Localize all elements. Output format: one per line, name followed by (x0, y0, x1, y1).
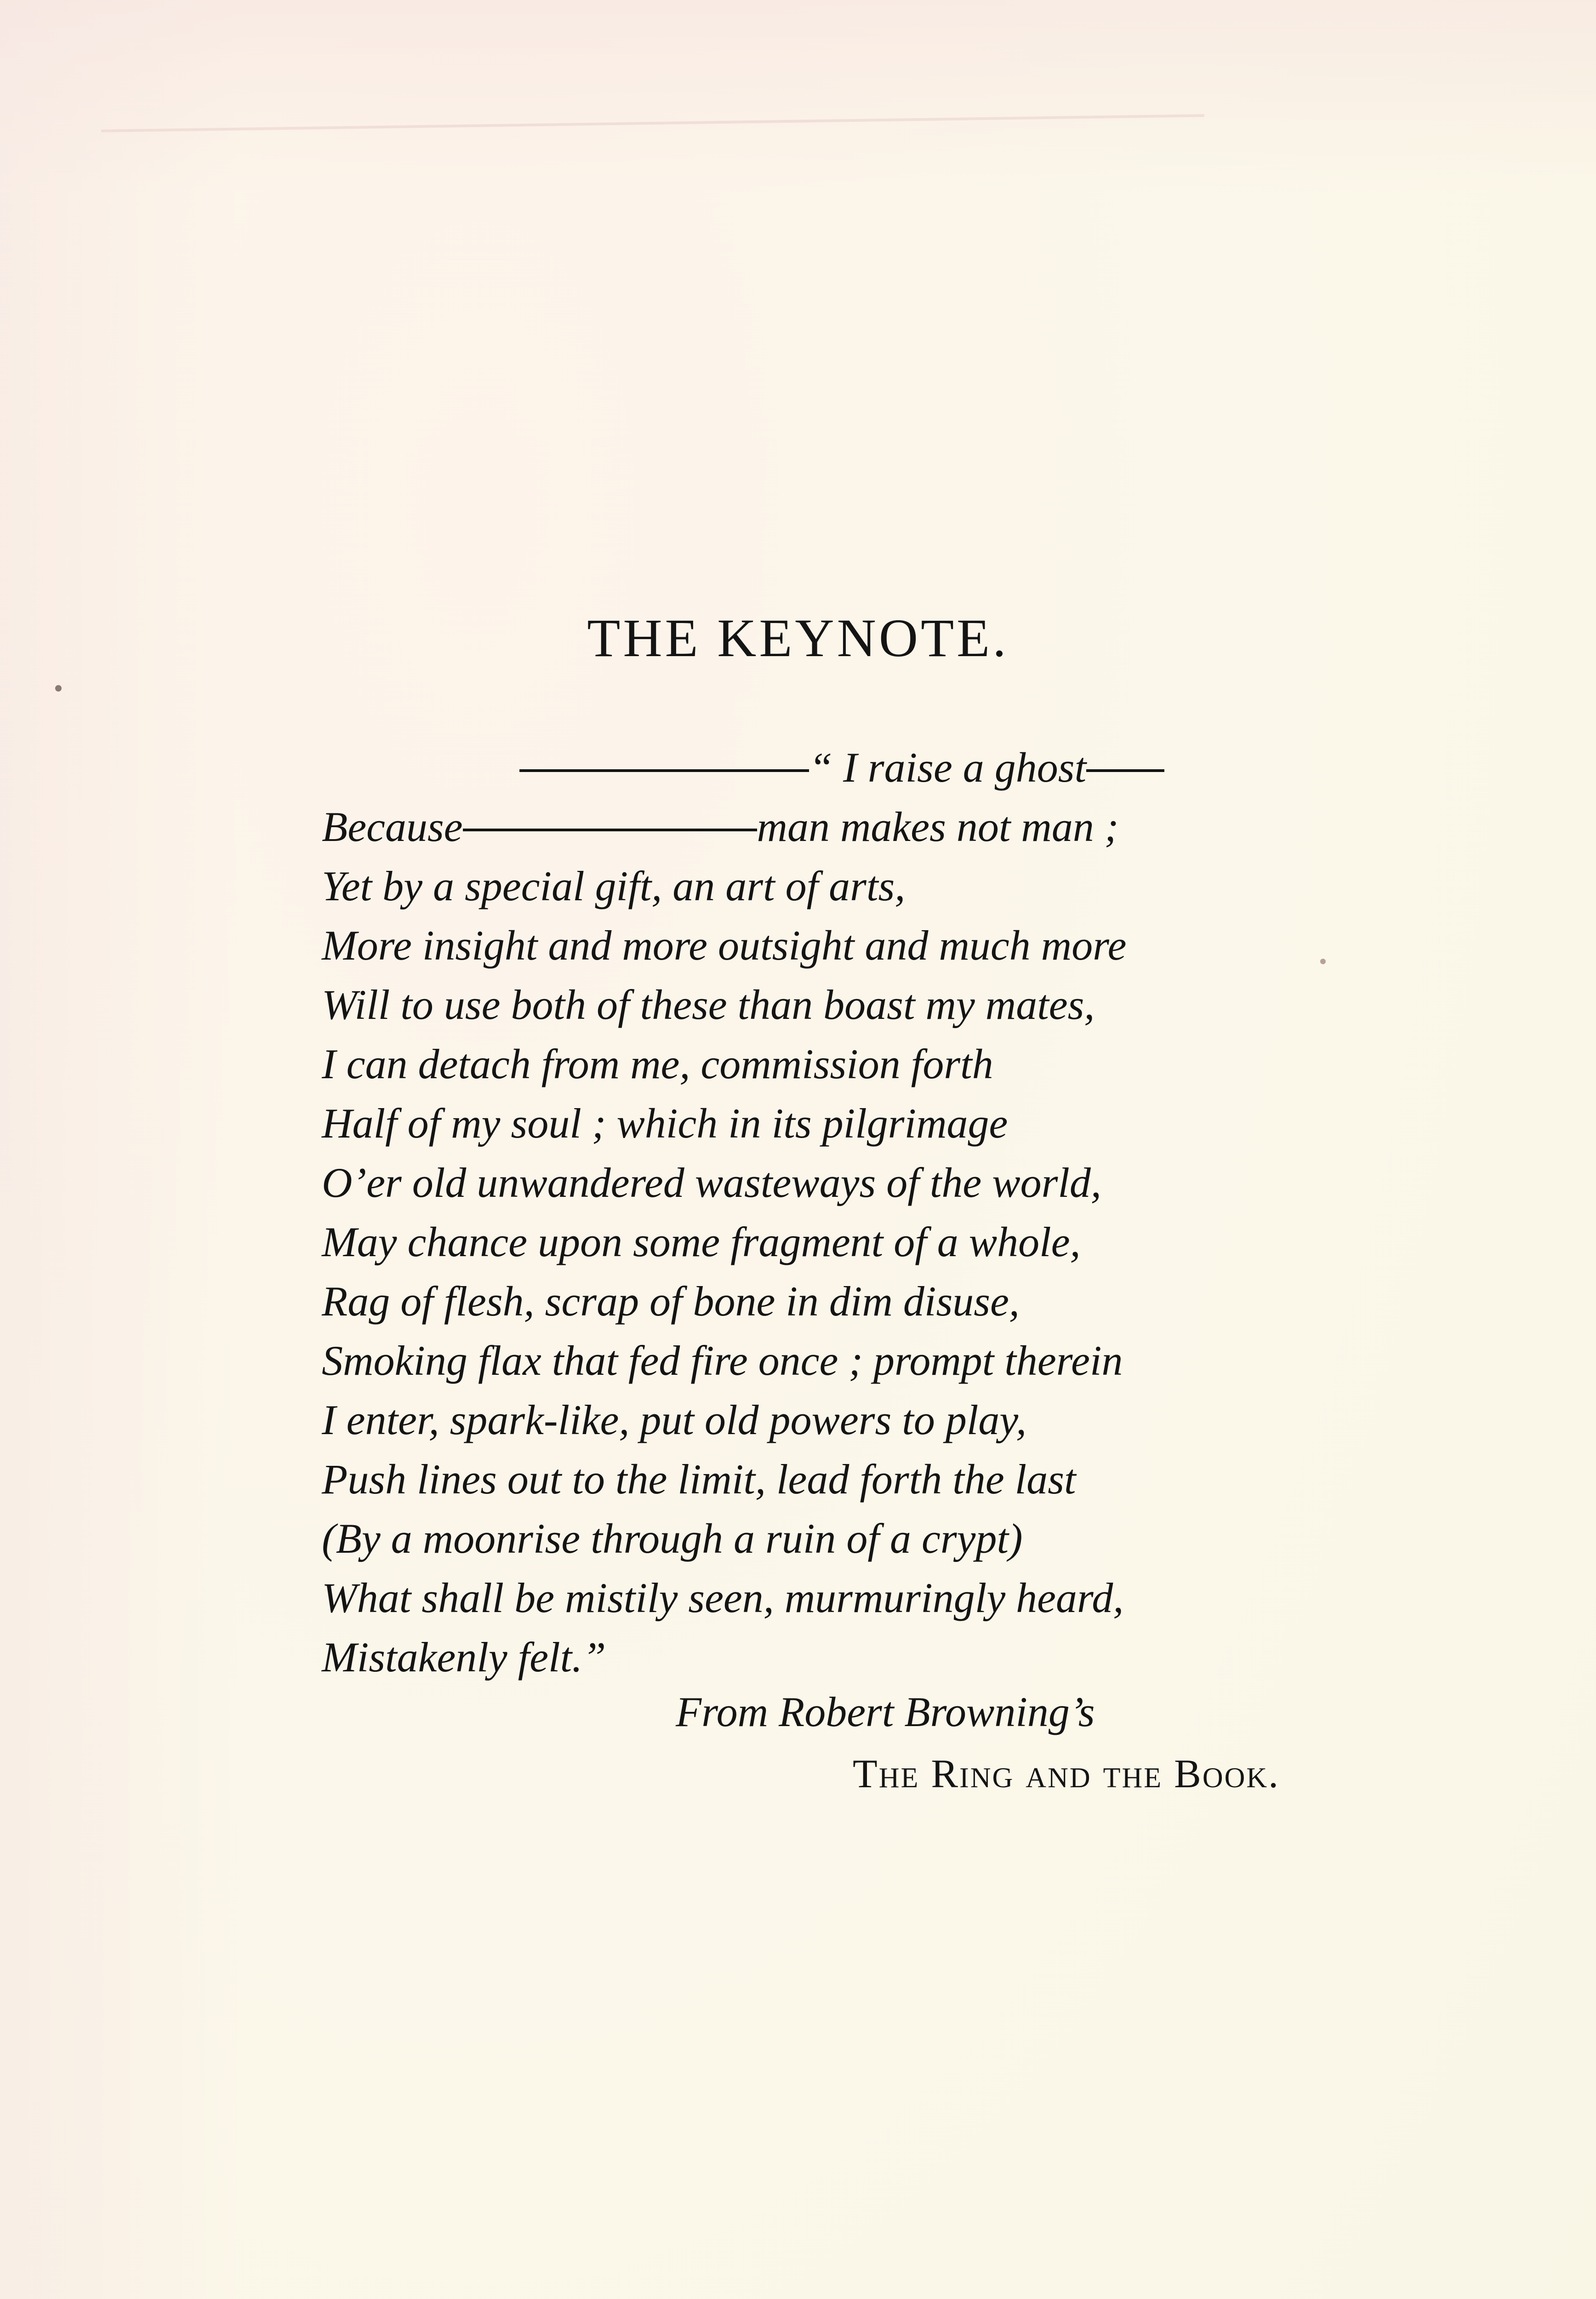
quote-line: Mistakenly felt.” (322, 1634, 606, 1681)
quote-line: I enter, spark-like, put old powers to play, (322, 1396, 1027, 1443)
quote-line: I can detach from me, commission forth (322, 1041, 993, 1087)
quote-line (322, 738, 1379, 797)
quote-line (322, 797, 1379, 857)
quote-line: Will to use both of these than boast my mates, (322, 981, 1095, 1028)
quote-line: Half of my soul ; which in its pilgrimage (322, 1100, 1008, 1147)
quote-line: More insight and more outsight and much more (322, 922, 1127, 969)
em-rule (519, 769, 809, 772)
quote-line-text: Because (322, 803, 463, 850)
epigraph-quote (322, 738, 1379, 1687)
quote-line: (By a moonrise through a ruin of a crypt) (322, 1515, 1023, 1562)
quote-line-text: “ I raise a ghost (809, 744, 1087, 791)
em-rule (463, 829, 757, 831)
quote-line: Push lines out to the limit, lead forth the last (322, 1456, 1076, 1503)
quote-line: May chance upon some fragment of a whole, (322, 1218, 1081, 1265)
quote-line: Rag of flesh, scrap of bone in dim disuse, (322, 1278, 1020, 1325)
quote-line: Yet by a special gift, an art of arts, (322, 863, 906, 909)
quote-line: Smoking flax that fed fire once ; prompt therein (322, 1337, 1123, 1384)
em-rule (1086, 769, 1164, 772)
quote-line: O’er old unwandered wasteways of the world, (322, 1159, 1101, 1206)
quote-line-text: man makes not man ; (757, 803, 1119, 850)
quote-line: What shall be mistily seen, murmuringly heard, (322, 1574, 1124, 1621)
page-stain-left (0, 0, 239, 2299)
page-stain-top (0, 0, 1596, 193)
attribution-work: The Ring and the Book. (853, 1752, 1280, 1796)
attribution-author: From Robert Browning’s (676, 1688, 1095, 1735)
ink-speck (55, 685, 62, 692)
page-title: THE KEYNOTE. (587, 608, 1009, 668)
